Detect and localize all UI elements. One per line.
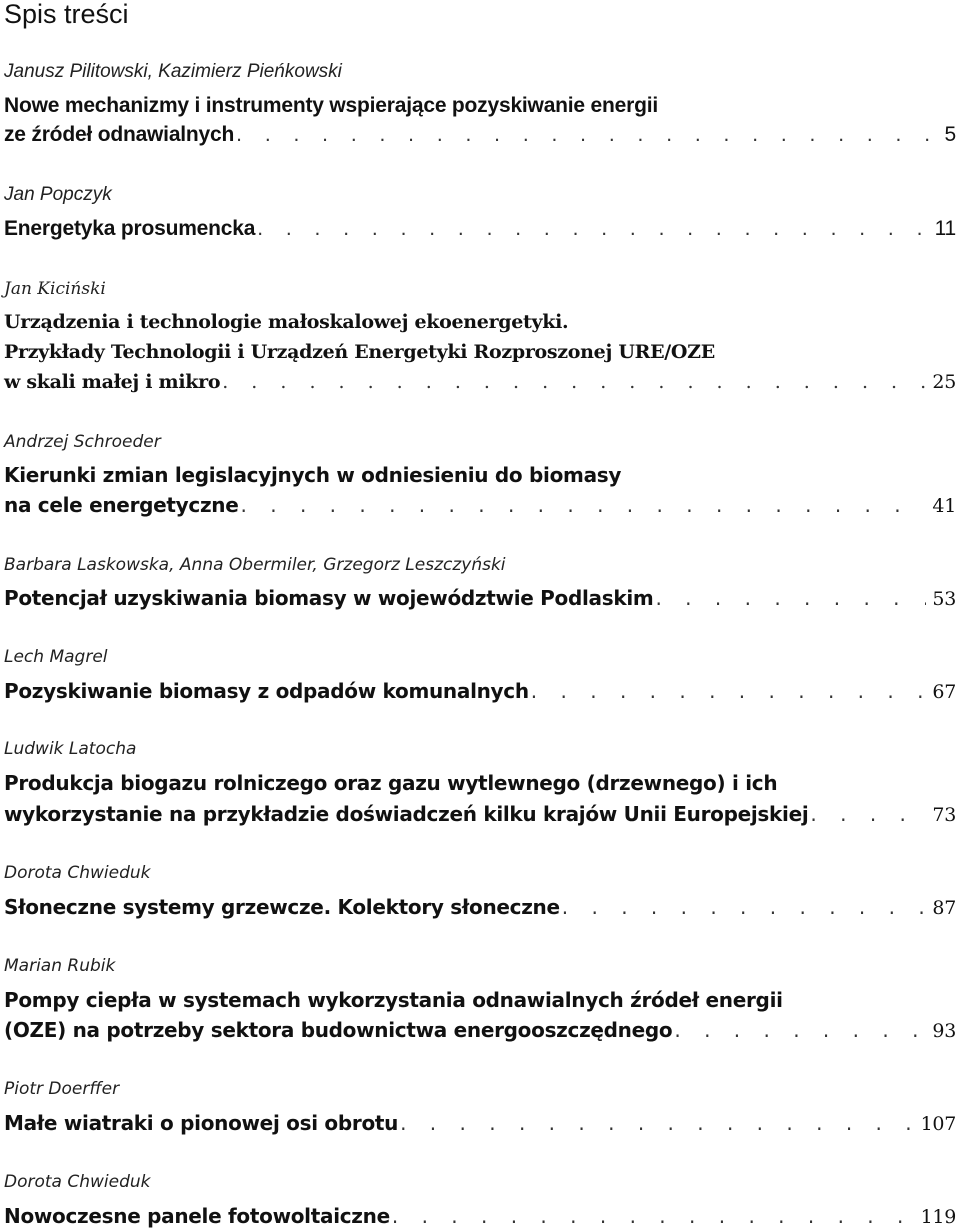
toc-entry-link[interactable] [4, 216, 956, 242]
page-number: 93 [932, 1020, 956, 1042]
dot-leader [529, 678, 927, 704]
page-number: 41 [932, 495, 956, 517]
page-number: 73 [932, 804, 956, 826]
toc-entry-link[interactable] [4, 801, 956, 828]
toc-author: Piotr Doerffer [4, 1079, 120, 1099]
toc-title-line: Pompy ciepła w systemach wykorzystania odnawialnych źródeł energii [4, 988, 783, 1012]
page-title: Spis treści [4, 0, 129, 29]
page-number: 5 [944, 123, 956, 146]
toc-entry-link[interactable] [4, 1110, 956, 1137]
toc-title-line: Pozyskiwanie biomasy z odpadów komunalnych [4, 679, 529, 703]
dot-leader [255, 216, 928, 242]
toc-title-line: Nowoczesne panele fotowoltaiczne [4, 1204, 390, 1228]
toc-title-line: (OZE) na potrzeby sektora budownictwa energooszczędnego [4, 1018, 673, 1042]
toc-title-line: Urządzenia i technologie małoskalowej ekoenergetyki. [4, 311, 569, 333]
dot-leader [398, 1110, 915, 1136]
toc-entry-link[interactable] [4, 585, 956, 612]
dot-leader [808, 801, 926, 827]
toc-author: Jan Popczyk [4, 184, 112, 205]
toc-author: Dorota Chwieduk [4, 863, 151, 883]
dot-leader [239, 492, 927, 518]
page-number: 87 [932, 897, 956, 919]
toc-entry-link[interactable] [4, 492, 956, 519]
toc-entry-link[interactable] [4, 122, 956, 148]
toc-entry-link[interactable] [4, 369, 956, 395]
dot-leader [220, 369, 926, 395]
toc-author: Janusz Pilitowski, Kazimierz Pieńkowski [4, 61, 342, 82]
toc-title-line: Potencjał uzyskiwania biomasy w województwie Podlaskim [4, 586, 654, 610]
page-number: 107 [920, 1113, 956, 1135]
toc-author: Lech Magrel [4, 647, 108, 667]
toc-title-line: wykorzystanie na przykładzie doświadczeń kilku krajów Unii Europejskiej [4, 802, 809, 826]
toc-title-line: Słoneczne systemy grzewcze. Kolektory słoneczne [4, 895, 560, 919]
toc-author: Barbara Laskowska, Anna Obermiler, Grzegorz Leszczyński [4, 555, 506, 575]
page-number: 119 [920, 1206, 956, 1228]
toc-entry-link[interactable] [4, 678, 956, 705]
toc-title-line: Nowe mechanizmy i instrumenty wspierające pozyskiwanie energii [4, 94, 659, 117]
toc-title-line: w skali małej i mikro [4, 371, 221, 393]
toc-title-line: Małe wiatraki o pionowej osi obrotu [4, 1111, 399, 1135]
toc-author: Jan Kiciński [4, 279, 106, 299]
dot-leader [653, 585, 926, 611]
page-number: 67 [932, 681, 956, 703]
dot-leader [560, 894, 927, 920]
dot-leader [234, 122, 938, 148]
toc-title-line: Energetyka prosumencka [4, 217, 256, 240]
toc-author: Marian Rubik [4, 956, 116, 976]
page-number: 11 [934, 217, 956, 240]
page-number: 53 [932, 588, 956, 610]
toc-title-line: Produkcja biogazu rolniczego oraz gazu wytlewnego (drzewnego) i ich [4, 771, 778, 795]
toc-title-line: Kierunki zmian legislacyjnych w odniesieniu do biomasy [4, 463, 622, 487]
toc-entry-link[interactable] [4, 894, 956, 921]
toc-entry-link[interactable] [4, 1203, 956, 1230]
page-number: 25 [932, 371, 956, 393]
dot-leader [672, 1017, 926, 1043]
dot-leader [390, 1203, 915, 1229]
toc-title-line: Przykłady Technologii i Urządzeń Energetyki Rozproszonej URE/OZE [4, 341, 715, 363]
toc-author: Andrzej Schroeder [4, 432, 161, 452]
toc-title-line: ze źródeł odnawialnych [4, 123, 235, 146]
toc-title-line: na cele energetyczne [4, 493, 239, 517]
toc-author: Ludwik Latocha [4, 739, 137, 759]
toc-entry-link[interactable] [4, 1017, 956, 1044]
toc-author: Dorota Chwieduk [4, 1172, 151, 1192]
